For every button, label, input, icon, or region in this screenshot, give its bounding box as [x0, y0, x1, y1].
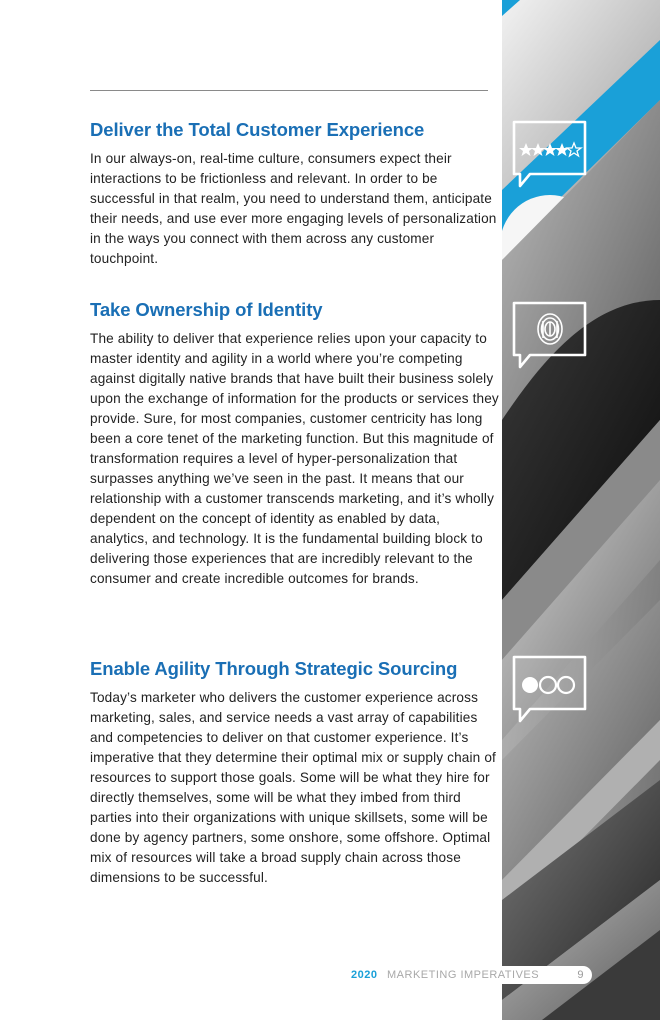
- section-customer-experience: [90, 119, 500, 269]
- footer-label: MARKETING IMPERATIVES: [387, 969, 540, 981]
- section-body: Today’s marketer who delivers the customer experience across marketing, sales, and service needs a vast array of capabilities and competencies to deliver on that customer experience. It’s imperative that they determine their optimal mix or supply chain of resources to support those goals. Some will be what they hire for directly themselves, some will be what they imbed from third parties into their organizations with unique skillsets, some will be done by agency partners, some onshore, some offshore. Optimal mix of resources will take a broad supply chain across those dimensions to be successful.: [90, 690, 496, 885]
- section-strategic-sourcing: [90, 658, 500, 888]
- section-heading: Deliver the Total Customer Experience: [90, 119, 425, 140]
- page-number: 9: [577, 969, 584, 981]
- footer-year: 2020: [351, 969, 378, 981]
- fingerprint-icon: [512, 301, 588, 371]
- top-divider: [90, 90, 488, 91]
- section-heading: Enable Agility Through Strategic Sourcing: [90, 658, 458, 679]
- progress-dots-icon: [512, 655, 588, 725]
- section-body: In our always-on, real-time culture, consumers expect their interactions to be frictionless and relevant. In order to be successful in that realm, you need to understand them, anticipate their needs, and use ever more engaging levels of personalization in the ways you connect with them across any customer touchpoint.: [90, 151, 497, 266]
- page-footer: [346, 966, 592, 984]
- section-body: The ability to deliver that experience relies upon your capacity to master identity and agility in a world where you’re competing against digitally native brands that have built their business solely upon the exchange of information for the products or services they provide. Sure, for most companies, customer centricity has long been a core tenet of the marketing function. But this magnitude of transformation requires a level of hyper-personalization that surpasses anything we’ve seen in the past. It means that our relationship with a customer transcends marketing, and it’s wholly dependent on the concept of identity as enabled by data, analytics, and technology. It is the fundamental building block to delivering those experiences that are incredibly relevant to the consumer and create incredible outcomes for brands.: [90, 331, 499, 586]
- star-rating-icon: [512, 120, 588, 190]
- section-heading: Take Ownership of Identity: [90, 299, 323, 320]
- section-identity: [90, 299, 500, 589]
